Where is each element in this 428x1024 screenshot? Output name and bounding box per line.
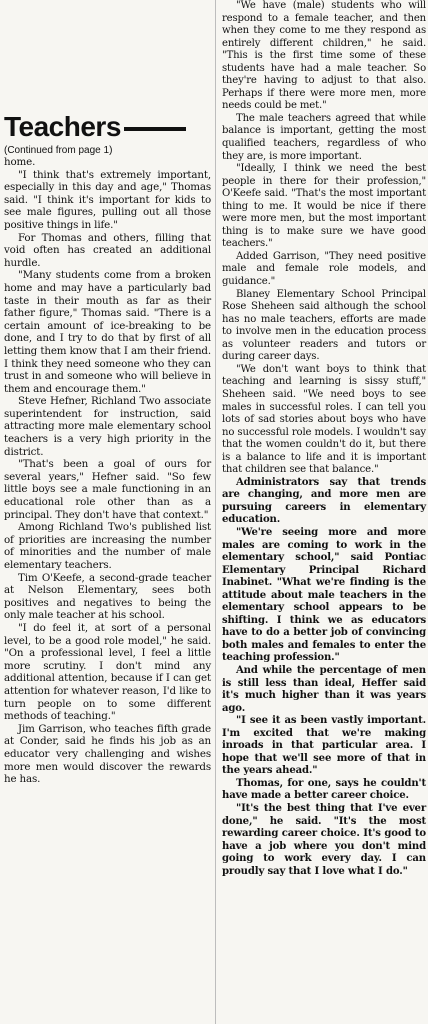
article-paragraph: Blaney Elementary School Principal Rose Sheheen said although the school has no male teachers, efforts are made to involve men in the education process as volunteer readers and tutors or during career days. xyxy=(222,288,426,363)
article-paragraph: "I do feel it, at sort of a personal level, to be a good role model," he said. "On a professional level, I feel a little more scrutiny. I don't mind any additional attention, because if I can get attention for whatever reason, I'd like to turn people on to some different methods of teaching." xyxy=(4,621,211,723)
article-paragraph: Added Garrison, "They need positive male and female role models, and guidance." xyxy=(222,250,426,288)
article-paragraph: Tim O'Keefe, a second-grade teacher at Nelson Elementary, sees both positives and negatives to being the only male teacher at his school. xyxy=(4,571,211,622)
article-paragraph: The male teachers agreed that while balance is important, getting the most qualified teachers, regardless of who they are, is more important. xyxy=(222,112,426,162)
article-paragraph: For Thomas and others, filling that void often has created an additional hurdle. xyxy=(4,231,211,269)
article-paragraph: "Ideally, I think we need the best people in there for their profession," O'Keefe said. "That's the most important thing to me. It would be nice if there were more men, but the most important thing is to make sure we have good teachers." xyxy=(222,163,426,250)
article-paragraph: home. xyxy=(4,156,36,168)
article-paragraph: Thomas, for one, says he couldn't have made a better career choice. xyxy=(222,777,426,802)
article-paragraph: Administrators say that trends are changing, and more men are pursuing careers in elementary education. xyxy=(222,476,426,526)
article-paragraph: And while the percentage of men is still less than ideal, Heffer said it's much higher than it was years ago. xyxy=(222,664,426,714)
left-column xyxy=(4,0,211,786)
article-paragraph: Steve Hefner, Richland Two associate superintendent for instruction, said attracting more male elementary school teachers is a very high priority in the district. xyxy=(4,395,211,458)
headline-rule xyxy=(124,127,186,131)
article-paragraph: "I think that's extremely important, especially in this day and age," Thomas said. "I think it's important for kids to see male figures, pulling out all those positive things in life." xyxy=(4,168,211,231)
article-paragraph: Among Richland Two's published list of priorities are increasing the number of minorities and the number of male elementary teachers. xyxy=(4,521,211,571)
continuation-note: (Continued from page 1) xyxy=(4,145,113,156)
right-column xyxy=(222,0,426,878)
article-paragraph: "Many students come from a broken home and may have a particularly bad taste in their mouth as far as their father figure," Thomas said. "There is a certain amount of ice-breaking to be done, and I try to do that by first of all letting them know that I am their friend. I think they need someone who they can trust in and someone who will believe in them and encourage them." xyxy=(4,269,211,395)
article-paragraph: Jim Garrison, who teaches fifth grade at Conder, said he finds his job as an educator very challenging and wishes more men would discover the rewards he has. xyxy=(4,722,211,786)
article-paragraph: "We have (male) students who will respond to a female teacher, and then when they come to me they respond as entirely different children," he said. "This is the first time some of these students have had a male teacher. So they're having to adjust to that also. Perhaps if there were more men, more needs could be met." xyxy=(222,0,426,112)
headline xyxy=(4,112,211,142)
column-rule xyxy=(215,0,216,1024)
article-paragraph: "That's been a goal of ours for several years," Hefner said. "So few little boys see a male functioning in an educational role other than as a principal. They don't have that context." xyxy=(4,458,211,521)
article-paragraph: "It's the best thing that I've ever done," he said. "It's the most rewarding career choice. It's good to have a job where you don't mind going to work every day. I can proudly say that I love what I do." xyxy=(222,803,426,877)
article-paragraph: "I see it as been vastly important. I'm excited that we're making inroads in that particular area. I hope that we'll see more of that in the years ahead." xyxy=(222,715,426,777)
article-paragraph: "We're seeing more and more males are coming to work in the elementary school," said Pontiac Elementary Principal Richard Inabinet. "What we're finding is the attitude about male teachers in the elementary school appears to be shifting. I think we as educators have to do a better job of convincing both males and females to enter the teaching profession." xyxy=(222,526,426,664)
headline-text: Teachers xyxy=(4,111,121,142)
bold-text-block xyxy=(222,477,426,879)
article-paragraph: "We don't want boys to think that teaching and learning is sissy stuff," Sheheen said. "We need boys to see males in successful roles. I can tell you lots of sad stories about boys who have no successful role models. I wouldn't say that the women couldn't do it, but there is a balance to life and it is important that children see that balance." xyxy=(222,363,426,476)
